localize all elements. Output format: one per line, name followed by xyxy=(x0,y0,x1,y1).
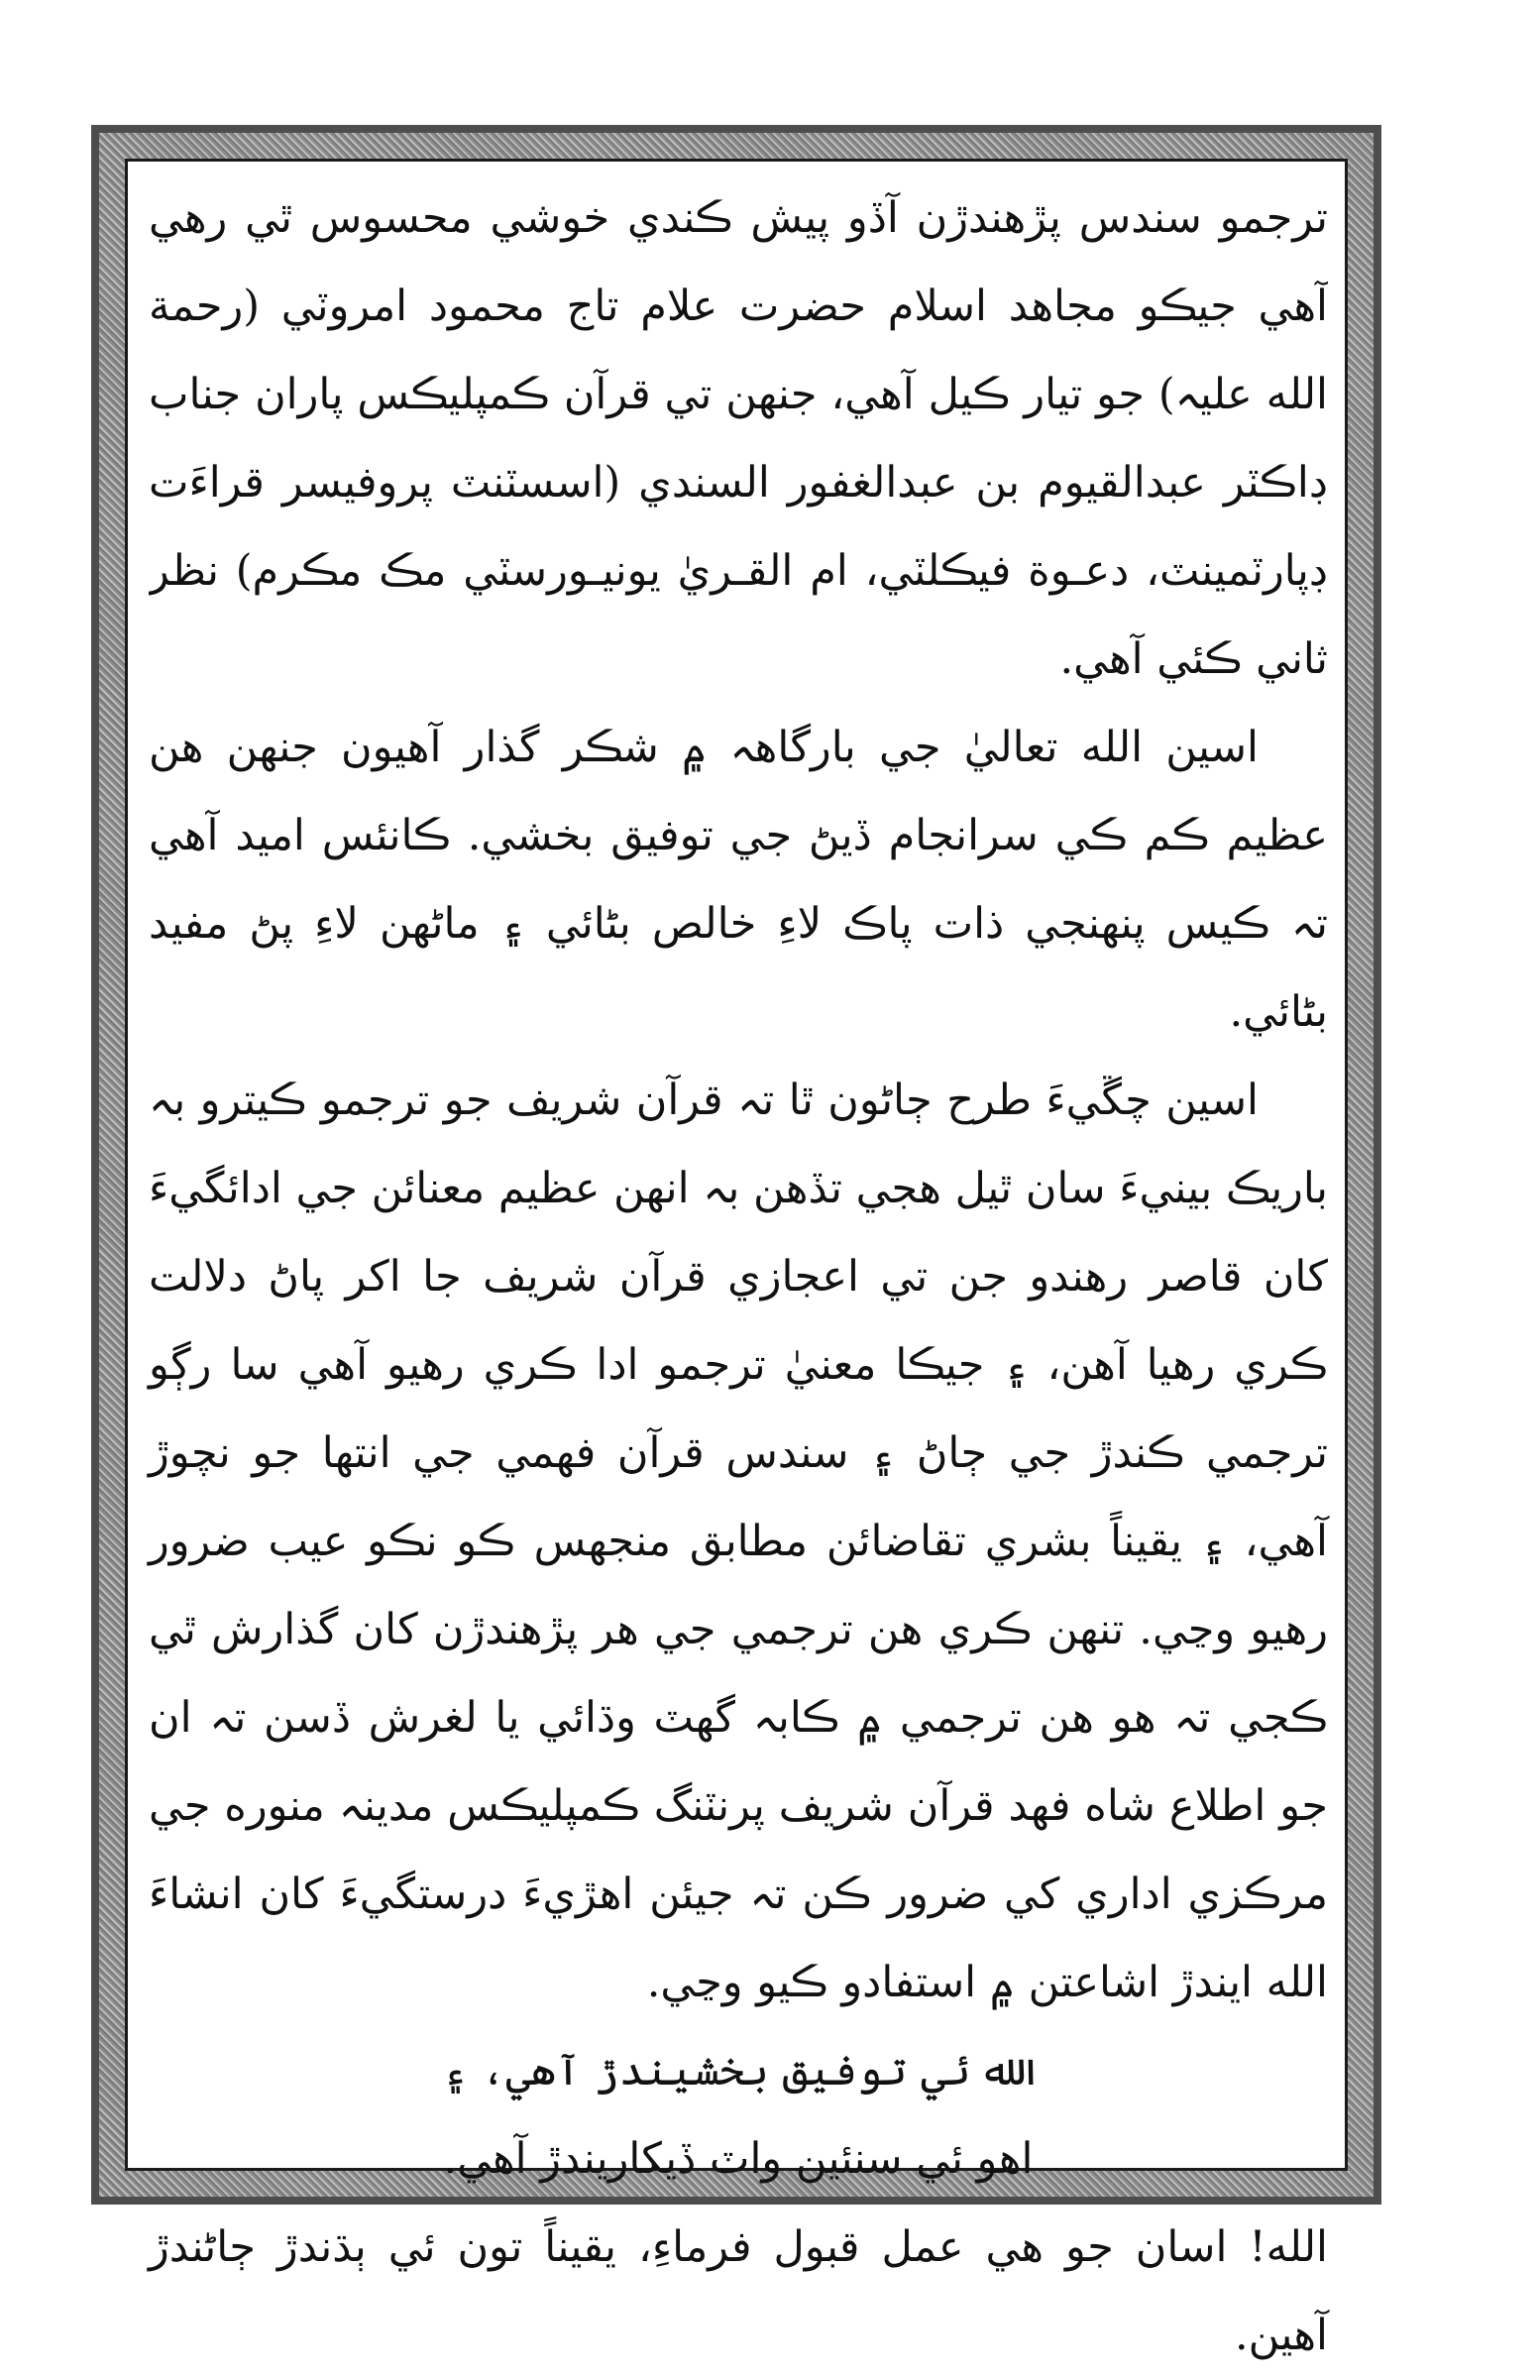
paragraph-gratitude: اسين الله تعاليٰ جي بارگاهہ ۾ شڪر گذار آهيون جنهن هن عظيم ڪم ڪي سرانجام ڏيڻ جي توفيق بخشي. ڪانئس اميد آهي تہ ڪيس پنهنجي ذات پاڪ لاءِ خالص بڻائي ۽ ماڻهن لاءِ پڻ مفيد بڻائي. xyxy=(149,723,1328,1037)
closing-prayer: الله! اسان جو هي عمل قبول فرماءِ، يقيناً تون ئي ٻڌندڙ ڄاڻندڙ آهين. xyxy=(149,2222,1328,2360)
paragraph-translation-intro: ترجمو سندس پڙهندڙن آڏو پيش ڪندي خوشي محسوس ٿي رهي آهي جيڪو مجاهد اسلام حضرت علام تاج محمود امروٽي (رحمة الله عليہ) جو تيار ڪيل آهي، جنهن تي قرآن ڪمپليڪس پاران جناب ڊاڪٽر عبدالقيوم بن عبدالغفور السندي (اسسٽنٽ پروفيسر قراءَت ڊپارٽمينٽ، دعـوة فيڪلٽي، ام القـريٰ يونيـورسٽي مڪ مڪرم) نظر ثاني ڪئي آهي. xyxy=(149,193,1328,684)
closing-line-2: اهو ئي سنئين واٽ ڏيکاريندڙ آهي. xyxy=(443,2134,1034,2184)
closing-line-1: الله ئي توفيق بخشيندڙ آهي، ۽ xyxy=(442,2046,1035,2096)
text-panel xyxy=(149,174,1328,2360)
paragraph-request: اسين چڱيءَ طرح ڄاڻون ٿا تہ قرآن شريف جو ترجمو ڪيترو بہ باريڪ بينيءَ سان ٿيل هجي تڏهن بہ انهن عظيم معنائن جي ادائگيءَ کان قاصر رهندو جن تي اعجازي قرآن شريف جا اکر پاڻ دلالت ڪري رهيا آهن، ۽ جيڪا معنيٰ ترجمو ادا ڪري رهيو آهي سا رڳو ترجمي ڪندڙ جي ڄاڻ ۽ سندس قرآن فهمي جي انتها جو نچوڙ آهي، ۽ يقيناً بشري تقاضائن مطابق منجهس ڪو نڪو عيب ضرور رهيو وڃي. تنهن ڪري هن ترجمي جي هر پڙهندڙن کان گذارش ٿي ڪجي تہ هو هن ترجمي ۾ ڪابہ گهٽ وڌائي يا لغرش ڏسن تہ ان جو اطلاع شاه فهد قرآن شريف پرنٽنگ ڪمپليڪس مدينہ منوره جي مرڪزي اداري کي ضرور ڪن تہ جيئن اهڙيءَ درستگيءَ کان انشاءَ الله ايندڙ اشاعتن ۾ استفادو ڪيو وڃي. xyxy=(149,1076,1328,2007)
